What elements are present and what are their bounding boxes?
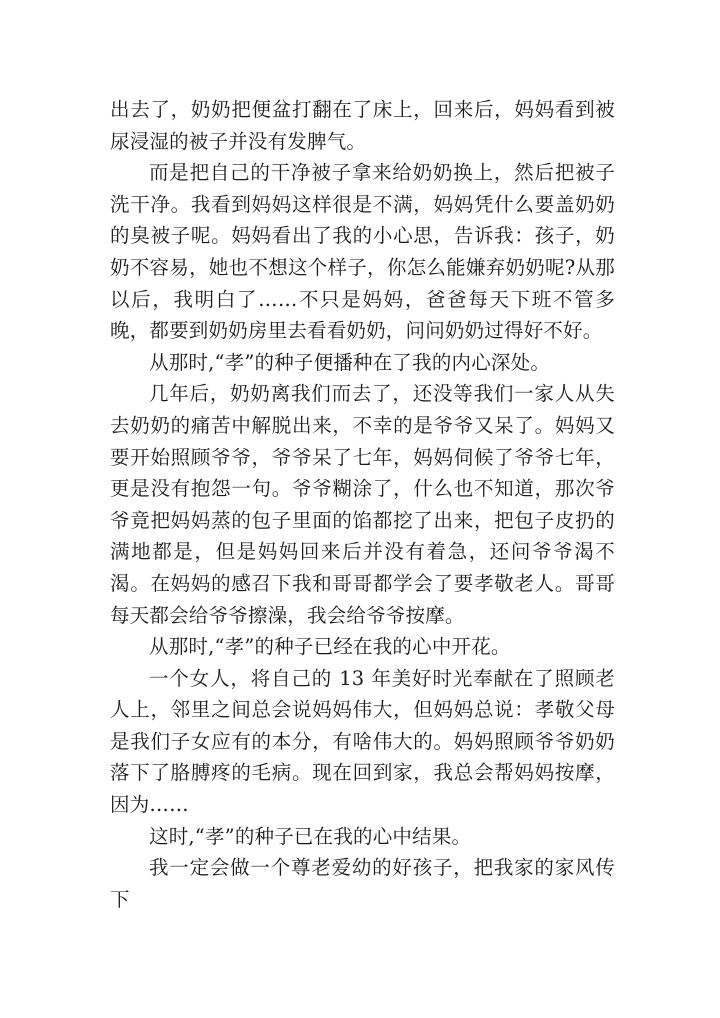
paragraph-7: 这时,“孝”的种子已在我的心中结果。 [149,824,472,848]
paragraph-8: 我一定会做一个尊老爱幼的好孩子，把我家的家风传下 [110,856,615,911]
paragraph-5: 从那时,“孝”的种子已经在我的心中开花。 [149,635,511,659]
paragraph-2: 而是把自己的干净被子拿来给奶奶换上，然后把被子洗干净。我看到妈妈这样很是不满，妈妈凭什么要盖奶奶的臭被子呢。妈妈看出了我的小心思，告诉我：孩子，奶奶不容易，她也不想这个样子，你怎么能嫌弃奶奶呢?从那以后，我明白了……不只是妈妈，爸爸每天下班不管多晚，都要到奶奶房里去看看奶奶，问问奶奶过得好不好。 [110,161,615,343]
paragraph-6: 一个女人，将自己的 13 年美好时光奉献在了照顾老人上，邻里之间总会说妈妈伟大，但妈妈总说：孝敬父母是我们子女应有的本分，有啥伟大的。妈妈照顾爷爷奶奶落下了胳膊疼的毛病。现在回到家，我总会帮妈妈按摩，因为…… [110,666,615,817]
document-body [110,94,615,915]
paragraph-4: 几年后，奶奶离我们而去了，还没等我们一家人从失去奶奶的痛苦中解脱出来，不幸的是爷爷又呆了。妈妈又要开始照顾爷爷，爷爷呆了七年，妈妈伺候了爷爷七年，更是没有抱怨一句。爷爷糊涂了，什么也不知道，那次爷爷竟把妈妈蒸的包子里面的馅都挖了出来，把包子皮扔的满地都是，但是妈妈回来后并没有着急，还问爷爷渴不渴。在妈妈的感召下我和哥哥都学会了要孝敬老人。哥哥每天都会给爷爷擦澡，我会给爷爷按摩。 [110,382,615,627]
paragraph-3: 从那时,“孝”的种子便播种在了我的内心深处。 [149,350,551,374]
paragraph-1: 出去了，奶奶把便盆打翻在了床上，回来后，妈妈看到被尿浸湿的被子并没有发脾气。 [110,98,615,153]
